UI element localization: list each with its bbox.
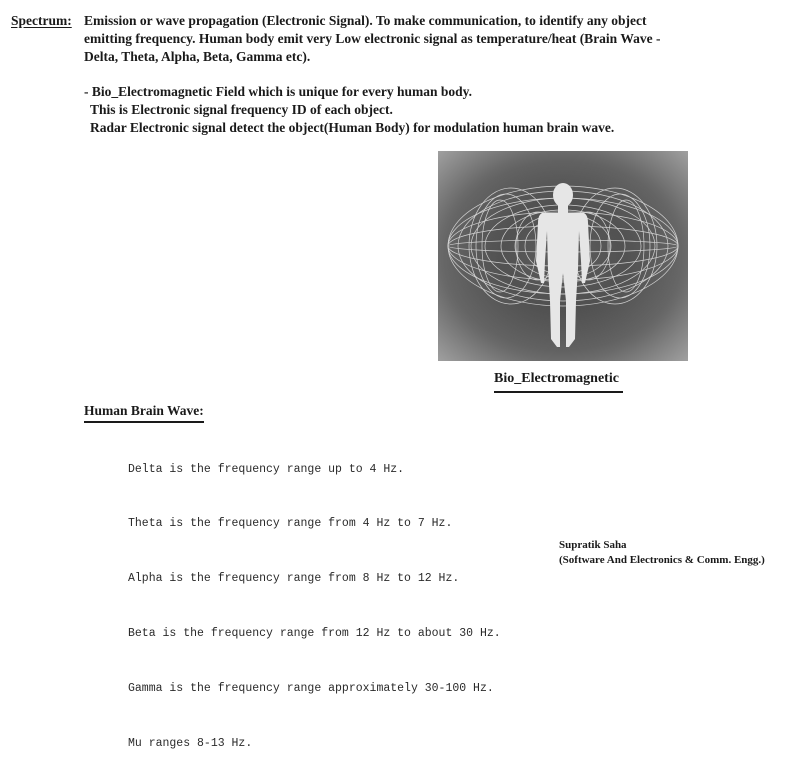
brain-wave-item: Gamma is the frequency range approximately 30-100 Hz. (128, 682, 494, 696)
bio-field-line: - Bio_Electromagnetic Field which is unique for every human body. (84, 84, 473, 99)
bio-electromagnetic-image (438, 151, 688, 361)
figure-caption: Bio_Electromagnetic (494, 370, 623, 393)
author-affiliation: (Software And Electronics & Comm. Engg.) (559, 554, 765, 566)
brain-wave-item: Beta is the frequency range from 12 Hz to about 30 Hz. (128, 627, 501, 641)
spectrum-line: Emission or wave propagation (Electronic Signal). To make communication, to identify any object (84, 13, 647, 28)
author-name: Supratik Saha (559, 539, 627, 551)
brain-wave-list (128, 424, 501, 772)
bio-field-line: This is Electronic signal frequency ID of each object. (90, 102, 393, 117)
brain-wave-heading: Human Brain Wave: (84, 402, 204, 423)
bio-field-description (84, 83, 614, 137)
human-body-torus-field-icon (438, 151, 688, 361)
spectrum-line: emitting frequency. Human body emit very Low electronic signal as temperature/heat (Brain Wave - (84, 31, 661, 46)
brain-wave-item: Theta is the frequency range from 4 Hz to 7 Hz. (128, 517, 453, 531)
spectrum-label: Spectrum: (11, 13, 72, 28)
brain-wave-item: Delta is the frequency range up to 4 Hz. (128, 462, 405, 476)
spectrum-description (84, 12, 660, 66)
bio-field-line: Radar Electronic signal detect the object(Human Body) for modulation human brain wave. (90, 120, 615, 135)
spectrum-line: Delta, Theta, Alpha, Beta, Gamma etc). (84, 49, 311, 64)
author-block (559, 538, 765, 568)
brain-wave-item: Mu ranges 8-13 Hz. (128, 737, 253, 751)
brain-wave-item: Alpha is the frequency range from 8 Hz to 12 Hz. (128, 572, 460, 586)
